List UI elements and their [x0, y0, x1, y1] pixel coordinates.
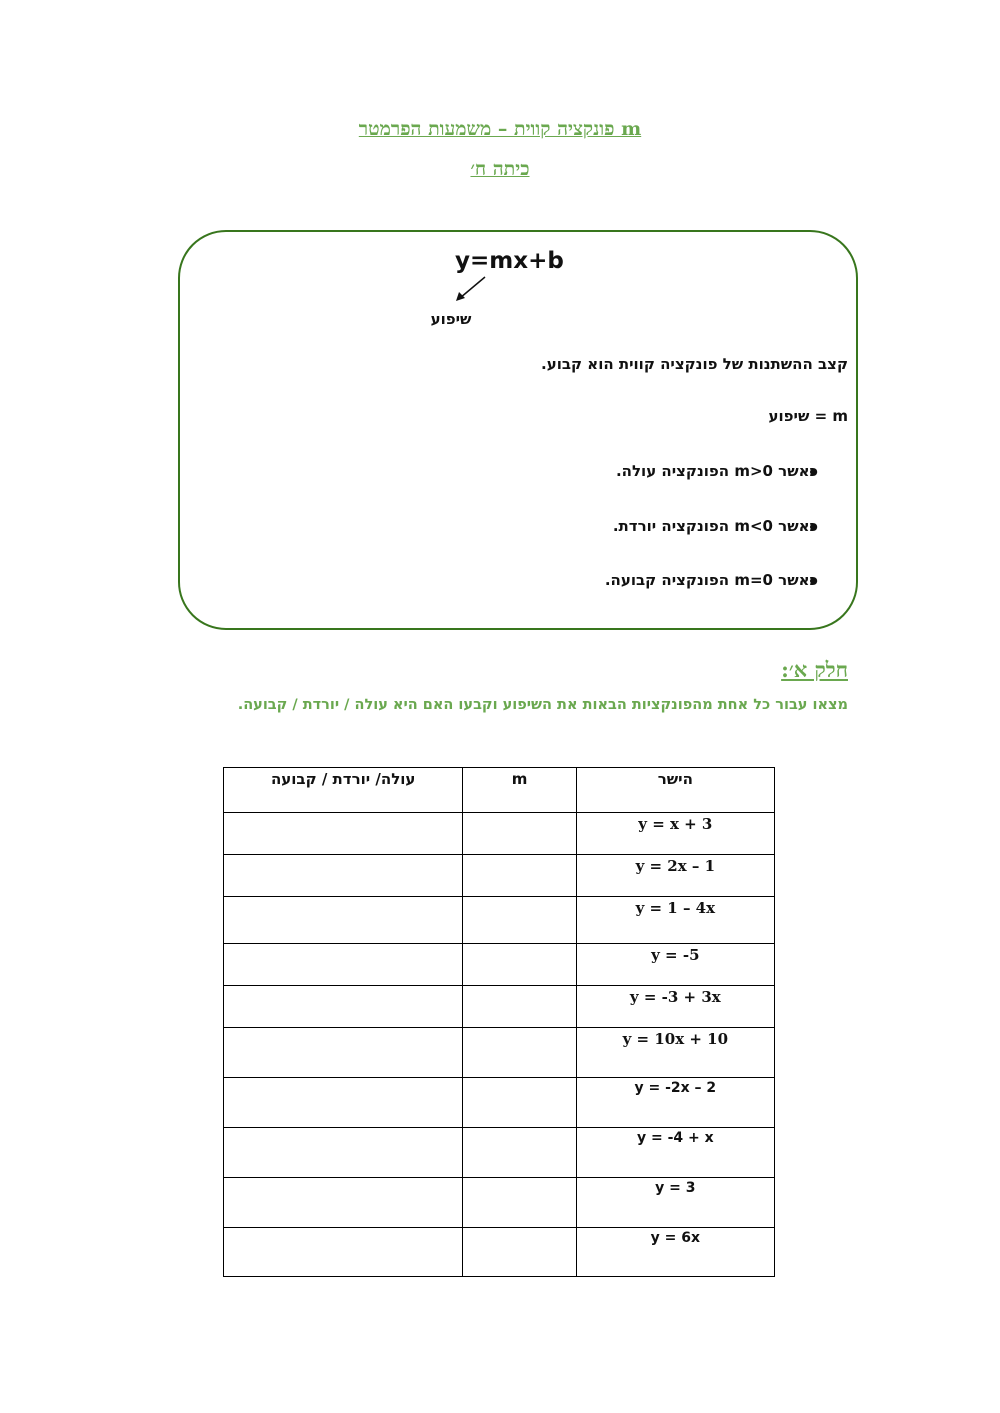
equation-cell	[576, 986, 774, 1028]
equation: y = 6x	[650, 1230, 701, 1246]
m-answer-cell[interactable]	[463, 1228, 576, 1277]
m-answer-cell[interactable]	[463, 1178, 576, 1228]
exercise-table	[223, 767, 775, 1277]
bullet-increasing: כאשר m>0 הפונקציה עולה.	[615, 462, 818, 480]
table-row	[224, 855, 775, 897]
equation: y = 2x – 1	[635, 857, 716, 875]
direction-answer-cell[interactable]	[224, 1228, 463, 1277]
equation-cell	[576, 1028, 774, 1078]
equation-cell	[576, 855, 774, 897]
equation-cell	[576, 1078, 774, 1128]
slope-label: שיפוע	[430, 310, 472, 328]
table-row	[224, 986, 775, 1028]
table-row	[224, 897, 775, 944]
part-a-title: חלק א׳:	[781, 657, 848, 682]
direction-answer-cell[interactable]	[224, 813, 463, 855]
bullet-constant: כאשר m=0 הפונקציה קבועה.	[604, 571, 818, 589]
arrow-icon	[450, 274, 490, 304]
m-answer-cell[interactable]	[463, 1078, 576, 1128]
equation-cell	[576, 1128, 774, 1178]
equation-cell	[576, 1228, 774, 1277]
m-answer-cell[interactable]	[463, 855, 576, 897]
equation: y = -5	[651, 946, 700, 964]
direction-answer-cell[interactable]	[224, 986, 463, 1028]
header-line: הישר	[576, 768, 774, 813]
direction-answer-cell[interactable]	[224, 1078, 463, 1128]
grade-title: כיתה ח׳	[470, 158, 530, 180]
table-header-row	[224, 768, 775, 813]
table-row	[224, 1178, 775, 1228]
formula: y=mx+b	[455, 248, 564, 274]
m-answer-cell[interactable]	[463, 986, 576, 1028]
equation: y = 3	[655, 1180, 696, 1196]
direction-answer-cell[interactable]	[224, 855, 463, 897]
definition-box	[178, 230, 858, 630]
equation: y = -3 + 3x	[629, 988, 721, 1006]
direction-answer-cell[interactable]	[224, 1128, 463, 1178]
page-title: פונקציה קווית – משמעות הפרמטר m	[358, 118, 642, 140]
m-answer-cell[interactable]	[463, 1028, 576, 1078]
slope-definition: m = שיפוע	[768, 407, 848, 425]
table-row	[224, 813, 775, 855]
table-row	[224, 1228, 775, 1277]
table-row	[224, 1028, 775, 1078]
direction-answer-cell[interactable]	[224, 1178, 463, 1228]
equation-cell	[576, 897, 774, 944]
table-row	[224, 1078, 775, 1128]
direction-answer-cell[interactable]	[224, 944, 463, 986]
m-answer-cell[interactable]	[463, 897, 576, 944]
rate-statement: קצב ההשתנות של פונקציה קווית הוא קבוע.	[541, 355, 848, 373]
equation-cell	[576, 813, 774, 855]
equation: y = -4 + x	[636, 1130, 714, 1146]
direction-answer-cell[interactable]	[224, 1028, 463, 1078]
equation: y = -2x – 2	[634, 1080, 717, 1096]
table-row	[224, 1128, 775, 1178]
equation-cell	[576, 944, 774, 986]
m-answer-cell[interactable]	[463, 944, 576, 986]
equation-cell	[576, 1178, 774, 1228]
bullet-decreasing: כאשר m<0 הפונקציה יורדת.	[612, 517, 818, 535]
m-answer-cell[interactable]	[463, 1128, 576, 1178]
equation: y = x + 3	[638, 815, 713, 833]
table-row	[224, 944, 775, 986]
equation: y = 1 – 4x	[635, 899, 716, 917]
header-m: m	[463, 768, 576, 813]
equation: y = 10x + 10	[622, 1030, 729, 1048]
header-direction: עולה/ יורדת / קבועה	[224, 768, 463, 813]
instruction-text: מצאו עבור כל אחת מהפונקציות הבאות את השיפוע וקבעו האם היא עולה / יורדת / קבועה.	[237, 697, 848, 713]
direction-answer-cell[interactable]	[224, 897, 463, 944]
m-answer-cell[interactable]	[463, 813, 576, 855]
